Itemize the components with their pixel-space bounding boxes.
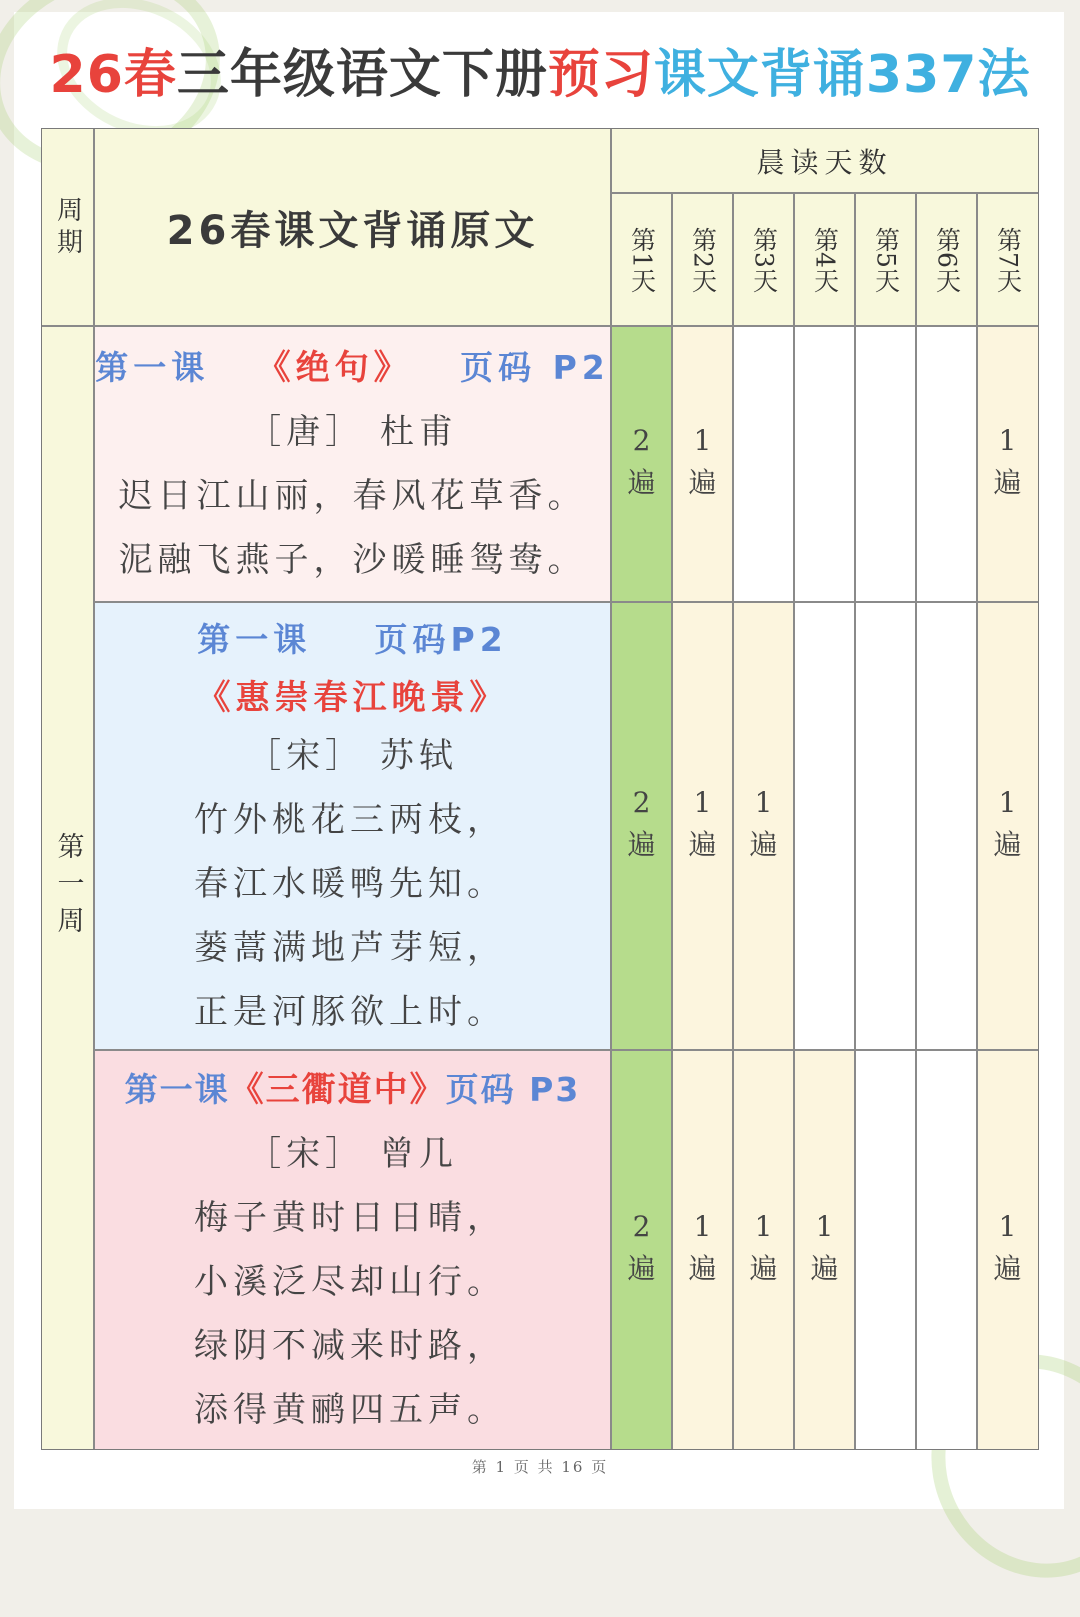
- day3-column: [733, 602, 794, 1449]
- day6-column: [916, 326, 977, 1449]
- read-count-mark: 1 遍: [688, 786, 717, 861]
- page-number: 页码 P2: [460, 348, 610, 387]
- read-count-mark: 1 遍: [810, 1209, 839, 1285]
- read-count-mark: 2 遍: [627, 1209, 656, 1285]
- read-count-mark: 2 遍: [627, 424, 656, 499]
- day-header: [611, 193, 672, 326]
- poem-line: 绿阴不减来时路，: [194, 1325, 506, 1366]
- poem-line: 迟日江山丽，春风花草香。: [118, 476, 587, 516]
- lesson-label: 第一课: [95, 348, 210, 387]
- poem-line: 添得黄鹂四五声。: [194, 1389, 506, 1430]
- week-header: 周期: [42, 129, 94, 326]
- poem-cell: [94, 326, 611, 602]
- poem-line: 泥融飞燕子，沙暖睡鸳鸯。: [118, 540, 587, 580]
- recitation-table: [41, 128, 1039, 1450]
- days-header: 晨读天数: [611, 129, 1038, 193]
- title-part-grade: 三年级语文下册: [176, 45, 548, 105]
- week-label: 第一周: [42, 326, 94, 1449]
- day3-column-blank: [733, 326, 794, 602]
- text-header: 26春课文背诵原文: [94, 129, 611, 326]
- poem-line: 蒌蒿满地芦芽短，: [194, 928, 506, 968]
- poem-author: ［宋］ 曾几: [247, 1133, 458, 1174]
- poem-title: 《绝句》: [256, 348, 413, 388]
- day-header: [794, 193, 855, 326]
- poem-title: 《三衢道中》: [229, 1069, 446, 1110]
- page-title: [0, 40, 1080, 110]
- poem-line: 春江水暖鸭先知。: [194, 864, 506, 904]
- read-count-mark: 1 遍: [688, 1209, 717, 1285]
- read-count-mark: 1 遍: [993, 1209, 1022, 1285]
- poem-author: ［宋］ 苏轼: [247, 736, 458, 776]
- day-header-label: 第4天: [810, 226, 840, 293]
- poem-cell: [94, 1050, 611, 1449]
- read-count-mark: 2 遍: [627, 786, 656, 861]
- read-count-mark: 1 遍: [688, 424, 717, 499]
- day-header: [916, 193, 977, 326]
- day-header-label: 第1天: [627, 226, 657, 293]
- day-header-label: 第6天: [932, 226, 962, 293]
- poem-title: 《惠崇春江晚景》: [196, 678, 509, 718]
- title-part-preview: 预习: [547, 45, 654, 105]
- read-count-mark: 1 遍: [993, 424, 1022, 499]
- day-header: [855, 193, 916, 326]
- poem-line: 梅子黄时日日晴，: [194, 1197, 506, 1238]
- day5-column: [855, 326, 916, 1449]
- poem-heading: [95, 336, 610, 400]
- day-header-label: 第7天: [993, 226, 1023, 293]
- poem-line: 竹外桃花三两枝，: [194, 800, 506, 840]
- poem-heading: [125, 1058, 581, 1122]
- title-part-method: 课文背诵337法: [653, 45, 1031, 105]
- lesson-label: 第一课: [124, 1069, 230, 1109]
- poem-line: 正是河豚欲上时。: [194, 992, 506, 1032]
- day-header: [733, 193, 794, 326]
- page-number: 页码 P3: [445, 1069, 581, 1109]
- page-number: 页码P2: [374, 620, 508, 659]
- day-header: [672, 193, 733, 326]
- title-part-year: 26春: [49, 45, 177, 105]
- lesson-label: 第一课: [197, 620, 312, 659]
- day-header-label: 第3天: [749, 226, 779, 293]
- day4-column-blank: [794, 326, 855, 1050]
- poem-heading: [197, 608, 507, 672]
- read-count-mark: 1 遍: [749, 786, 778, 861]
- day-header: [977, 193, 1038, 326]
- day-header-label: 第2天: [688, 226, 718, 293]
- day-header-label: 第5天: [871, 226, 901, 293]
- read-count-mark: 1 遍: [993, 786, 1022, 861]
- read-count-mark: 1 遍: [749, 1209, 778, 1285]
- poem-line: 小溪泛尽却山行。: [194, 1261, 506, 1302]
- poem-cell: [94, 602, 611, 1050]
- poem-author: ［唐］ 杜甫: [247, 412, 458, 452]
- page-footer: 第 1 页 共 16 页: [471, 1458, 609, 1476]
